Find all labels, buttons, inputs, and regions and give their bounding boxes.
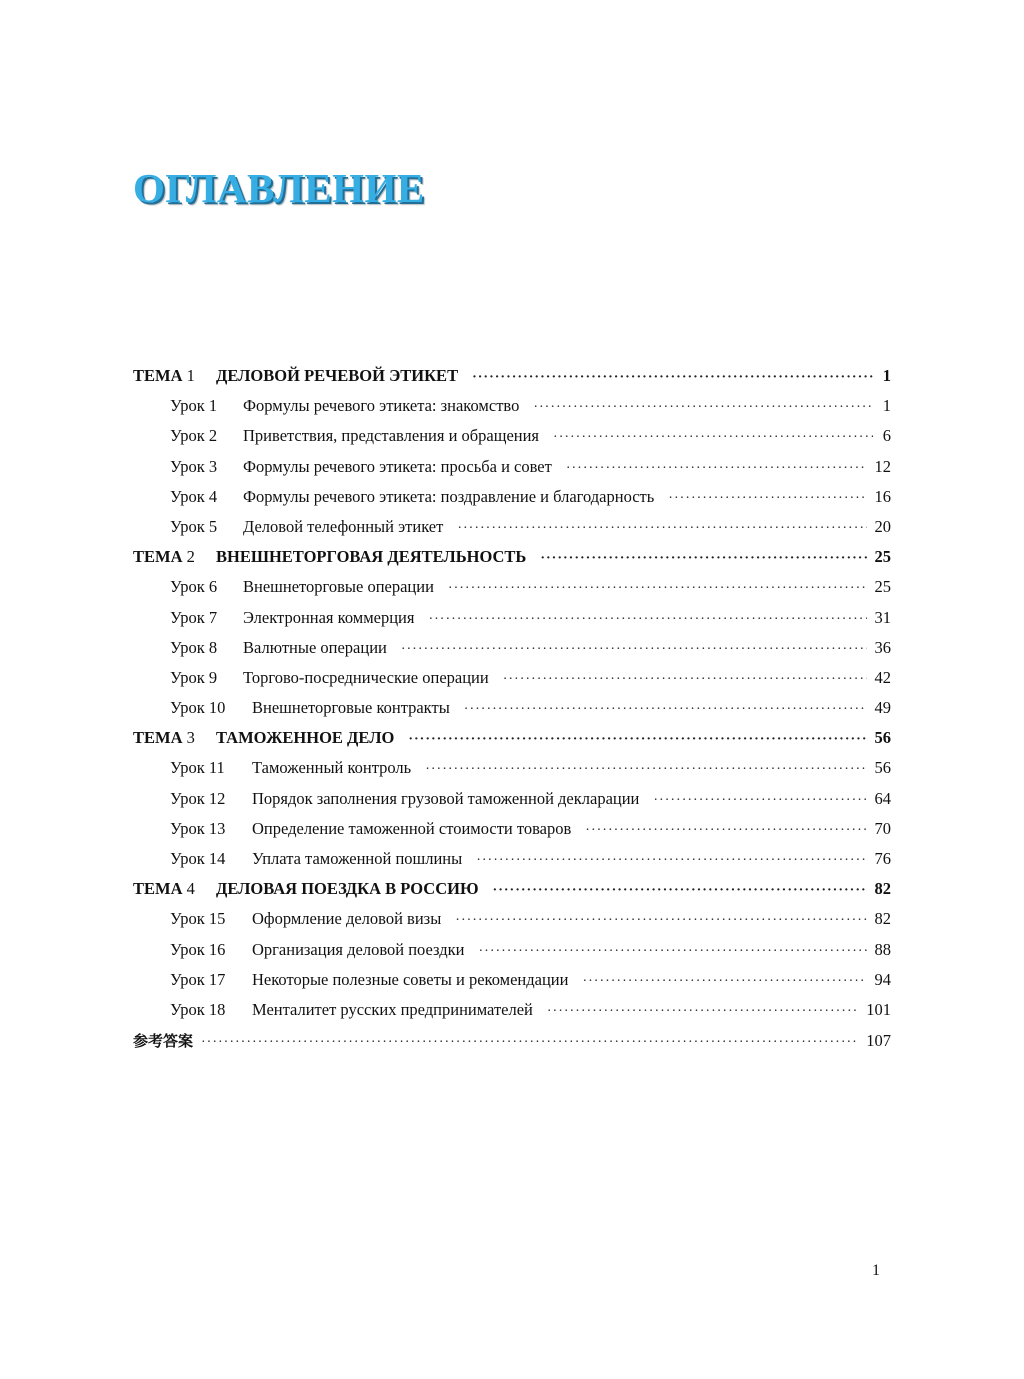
toc-page-number: 31 [874,607,891,627]
toc-lesson-10[interactable] [133,698,891,728]
toc-title: Приветствия, представления и обращения [243,426,540,446]
toc-title: ДЕЛОВАЯ ПОЕЗДКА В РОССИЮ [216,879,479,899]
toc-title: Формулы речевого этикета: знакомство [243,396,520,416]
toc-lesson-7[interactable] [133,608,891,638]
toc-theme-label: ТЕМА 1 [133,366,195,385]
toc-page-number: 88 [874,939,891,959]
toc-theme-4[interactable] [133,879,891,909]
toc-page-number: 20 [874,516,891,536]
toc-page-number: 107 [866,1031,891,1051]
dot-leader [585,823,866,839]
toc-page-number: 25 [874,577,891,597]
toc-title: Внешнеторговые операции [243,577,434,597]
toc-lesson-label: Урок 12 [170,788,226,808]
dot-leader [493,883,867,899]
toc-lesson-label: Урок 10 [170,698,226,718]
toc-lesson-17[interactable] [133,970,891,1000]
toc-lesson-8[interactable] [133,638,891,668]
dot-leader [408,732,866,748]
toc-title: Уплата таможенной пошлины [252,849,463,868]
toc-lesson-label: Урок 9 [170,667,218,687]
dot-leader [533,400,873,416]
toc-title: Менталитет русских предпринимателей [252,999,533,1019]
toc-title: ВНЕШНЕТОРГОВАЯ ДЕЯТЕЛЬНОСТЬ [216,547,527,567]
toc-lesson-11[interactable] [133,758,891,788]
toc-lesson-label: Урок 17 [170,969,226,989]
toc-title: Организация деловой поездки [252,939,465,959]
dot-leader [457,521,866,537]
toc-theme-1[interactable] [133,366,891,396]
toc-title: Внешнеторговые контракты [252,698,450,718]
dot-leader [582,974,866,990]
toc-lesson-label: Урок 3 [170,456,218,476]
toc-theme-2[interactable] [133,547,891,577]
toc-theme-label: ТЕМА 2 [133,547,195,567]
toc-title: ДЕЛОВОЙ РЕЧЕВОЙ ЭТИКЕТ [216,366,459,385]
toc-page-number: 82 [874,909,891,929]
toc-lesson-6[interactable] [133,577,891,607]
toc-title: Валютные операции [243,637,387,657]
toc-title: Некоторые полезные советы и рекомендации [252,969,569,989]
toc-lesson-4[interactable] [133,487,891,517]
toc-title: Порядок заполнения грузовой таможенной декларации [252,788,640,808]
dot-leader [668,491,866,507]
toc-lesson-label: Урок 15 [170,909,226,929]
dot-leader [464,702,867,718]
toc-lesson-label: Урок 7 [170,607,218,627]
toc-lesson-2[interactable] [133,426,891,456]
toc-page-number: 1 [882,366,891,385]
dot-leader [455,913,866,929]
toc-title: Деловой телефонный этикет [243,516,444,536]
page-number: 1 [872,1262,880,1279]
toc-page-number: 76 [874,849,891,868]
toc-theme-label: ТЕМА 4 [133,879,195,899]
toc-title: Электронная коммерция [243,607,415,627]
dot-leader [428,612,866,628]
toc-lesson-1[interactable] [133,396,891,426]
toc-lesson-14[interactable] [133,849,891,879]
dot-leader [547,1004,858,1020]
dot-leader [479,944,867,960]
toc-lesson-9[interactable] [133,668,891,698]
toc-title: Определение таможенной стоимости товаров [252,818,572,838]
dot-leader [653,793,866,809]
toc-page-number: 101 [866,999,891,1019]
dot-leader [201,1035,858,1051]
toc-page-number: 42 [874,667,891,687]
page-title: ОГЛАВЛЕНИЕ [133,165,425,211]
dot-leader [503,672,867,688]
toc-theme-label: ТЕМА 3 [133,728,195,748]
toc-title: Формулы речевого этикета: просьба и совет [243,456,552,476]
toc-page-number: 25 [874,547,891,567]
toc-lesson-label: Урок 5 [170,516,218,536]
dot-leader [425,762,866,778]
toc-lesson-label: Урок 14 [170,849,226,868]
toc-title: Торгово-посреднические операции [243,667,489,687]
dot-leader [540,551,866,567]
toc-page-number: 56 [874,728,891,748]
toc-page-number: 1 [882,396,891,416]
toc-lesson-label: Урок 4 [170,486,218,506]
toc-lesson-label: Урок 1 [170,396,218,416]
toc-lesson-15[interactable] [133,909,891,939]
toc-lesson-13[interactable] [133,819,891,849]
toc-lesson-18[interactable] [133,1000,891,1030]
toc-lesson-label: Урок 6 [170,577,218,597]
dot-leader [476,853,866,869]
toc-answers[interactable] [133,1030,891,1060]
toc-page-number: 12 [874,456,891,476]
toc-title: ТАМОЖЕННОЕ ДЕЛО [216,728,395,748]
toc-title: Таможенный контроль [252,758,412,778]
toc-page-number: 70 [874,818,891,838]
table-of-contents [133,366,891,1060]
toc-page-number: 36 [874,637,891,657]
toc-title: Формулы речевого этикета: поздравление и благодарность [243,486,655,506]
toc-lesson-3[interactable] [133,457,891,487]
dot-leader [448,581,867,597]
toc-page-number: 64 [874,788,891,808]
toc-lesson-label: Урок 13 [170,818,226,838]
toc-lesson-label: Урок 8 [170,637,218,657]
toc-lesson-label: Урок 18 [170,999,226,1019]
toc-lesson-12[interactable] [133,789,891,819]
toc-page-number: 49 [874,698,891,718]
toc-page-number: 82 [874,879,891,899]
toc-title: Оформление деловой визы [252,909,442,929]
dot-leader [566,461,867,477]
toc-lesson-16[interactable] [133,940,891,970]
dot-leader [401,642,867,658]
toc-lesson-label: Урок 11 [170,758,225,778]
toc-page-number: 6 [882,426,891,446]
toc-lesson-label: Урок 16 [170,939,226,959]
toc-page-number: 94 [874,969,891,989]
toc-page-number: 56 [874,758,891,778]
toc-page-number: 16 [874,486,891,506]
dot-leader [553,430,873,446]
toc-lesson-label: Урок 2 [170,426,218,446]
toc-lesson-5[interactable] [133,517,891,547]
toc-title: 参考答案 [133,1032,194,1051]
toc-theme-3[interactable] [133,728,891,758]
dot-leader [472,370,873,386]
